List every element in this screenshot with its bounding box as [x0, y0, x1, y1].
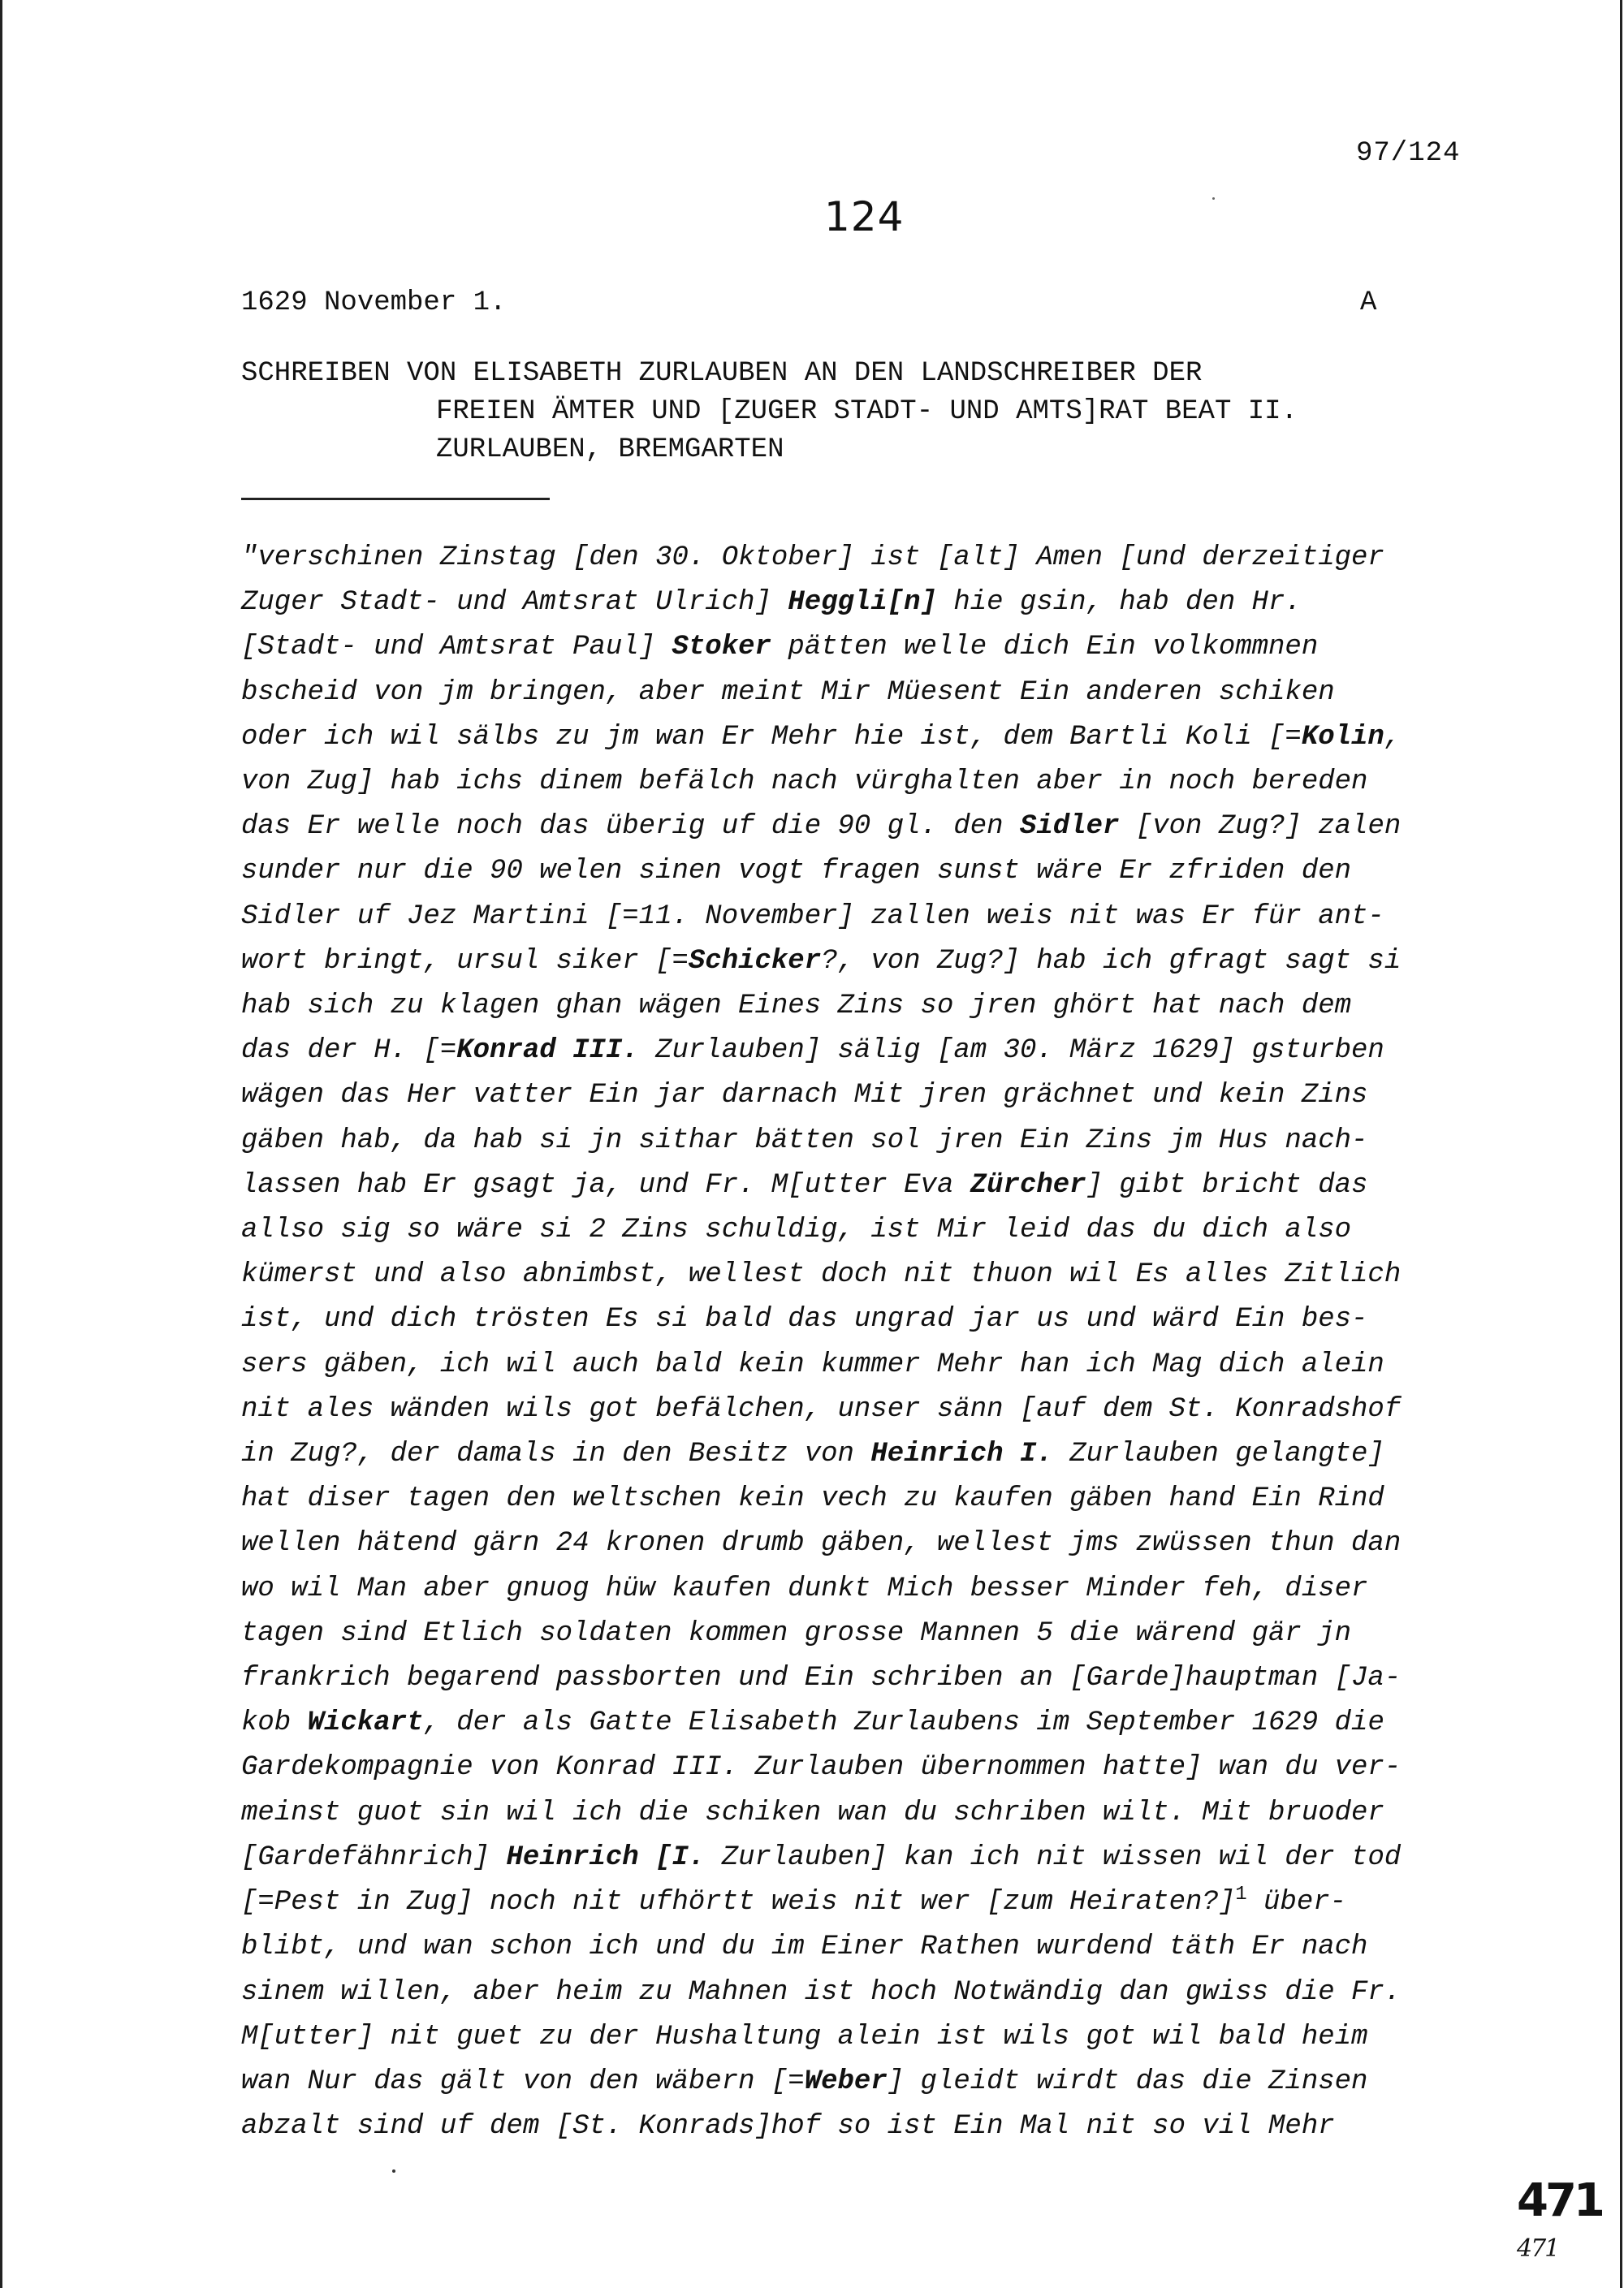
text-run: oder ich wil sälbs zu jm wan Er Mehr hie ist, dem Bartli Koli [=: [241, 721, 1302, 753]
text-run: gäben hab, da hab si jn sithar bätten sol jren Ein Zins jm Hus nach-: [241, 1125, 1368, 1156]
text-run: ] gibt bricht das: [1086, 1169, 1368, 1201]
text-line: [241, 671, 1500, 715]
text-line: [241, 1567, 1500, 1612]
text-run: wo wil Man aber gnuog hüw kaufen dunkt Mich besser Minder feh, diser: [241, 1573, 1368, 1604]
text-run: kümerst und also abnimbst, wellest doch nit thuon wil Es alles Zitlich: [241, 1259, 1402, 1291]
person-name: Heinrich [I.: [506, 1841, 706, 1873]
text-run: Gardekompagnie von Konrad III. Zurlauben übernommen hatte] wan du ver-: [241, 1752, 1402, 1784]
text-line: [241, 1656, 1500, 1701]
person-name: Zürcher: [970, 1169, 1086, 1201]
text-line: [241, 1208, 1500, 1253]
text-line: [241, 1297, 1500, 1342]
text-line: [241, 1477, 1500, 1522]
scan-speck: [1212, 197, 1215, 200]
text-line: [241, 1388, 1500, 1432]
person-name: Kolin: [1301, 721, 1384, 753]
text-line: [241, 1971, 1500, 2015]
heading-divider: [241, 498, 550, 500]
text-run: ,: [1384, 721, 1402, 753]
text-line: [241, 939, 1500, 984]
text-run: sinem willen, aber heim zu Mahnen ist hoch Notwändig dan gwiss die Fr.: [241, 1976, 1402, 2008]
heading-line: SCHREIBEN VON ELISABETH ZURLAUBEN AN DEN LANDSCHREIBER DER: [241, 358, 1203, 389]
letter-date: 1629 November 1.: [241, 287, 507, 318]
text-line: [241, 2015, 1500, 2060]
footnote-marker: 1: [1235, 1884, 1247, 1906]
person-name: Stoker: [672, 632, 771, 663]
text-run: Zuger Stadt- und Amtsrat Ulrich]: [241, 587, 771, 619]
page-edge-right: [1620, 0, 1622, 2288]
text-line: [241, 1791, 1500, 1836]
heading-line: FREIEN ÄMTER UND [ZUGER STADT- UND AMTS]RAT BEAT II.: [436, 396, 1298, 427]
letter-marker: A: [1360, 287, 1377, 318]
text-line: [241, 805, 1500, 849]
text-line: [241, 1925, 1500, 1970]
person-name: Heinrich I.: [870, 1439, 1053, 1470]
text-run: Sidler uf Jez Martini [=11. November] zallen weis nit was Er für ant-: [241, 900, 1384, 932]
text-run: [Stadt- und Amtsrat Paul]: [241, 632, 656, 663]
text-run: wan Nur das gält von den wäbern [=: [241, 2066, 805, 2097]
text-line: [241, 536, 1500, 581]
text-run: ist, und dich trösten Es si bald das ungrad jar us und wärd Ein bes-: [241, 1304, 1368, 1336]
text-line: [241, 1163, 1500, 1208]
page-edge-left: [0, 0, 2, 2288]
text-line: [241, 1073, 1500, 1118]
text-run: Zurlauben] sälig [am 30. März 1629] gsturben: [655, 1035, 1384, 1067]
text-line: [241, 1432, 1500, 1477]
text-run: wägen das Her vatter Ein jar darnach Mit jren grächnet und kein Zins: [241, 1080, 1368, 1112]
text-line: [241, 1612, 1500, 1656]
text-run: das der H. [=: [241, 1035, 457, 1067]
text-line: [241, 1701, 1500, 1746]
text-run: allso sig so wäre si 2 Zins schuldig, ist Mir leid das du dich also: [241, 1215, 1352, 1246]
text-line: [241, 715, 1500, 760]
text-run: abzalt sind uf dem [St. Konrads]hof so ist Ein Mal nit so vil Mehr: [241, 2111, 1335, 2143]
text-line: [241, 1880, 1500, 1925]
person-name: Sidler: [1019, 811, 1120, 843]
text-line: [241, 760, 1500, 805]
text-run: kob: [241, 1707, 292, 1739]
text-run: pätten welle dich Ein volkommnen: [788, 632, 1319, 663]
text-run: "verschinen Zinstag [den 30. Oktober] ist [alt] Amen [und derzeitiger: [241, 542, 1384, 573]
text-run: wort bringt, ursul siker [=: [241, 945, 689, 977]
text-run: in Zug?, der damals in den Besitz von: [241, 1439, 854, 1470]
text-run: sunder nur die 90 welen sinen vogt fragen sunst wäre Er zfriden den: [241, 856, 1352, 887]
text-line: [241, 849, 1500, 894]
person-name: Konrad III.: [456, 1035, 639, 1067]
text-run: hab sich zu klagen ghan wägen Eines Zins so jren ghört hat nach dem: [241, 991, 1352, 1022]
text-line: [241, 581, 1500, 625]
text-run: [von Zug?] zalen: [1135, 811, 1402, 843]
text-line: [241, 895, 1500, 939]
text-run: M[utter] nit guet zu der Hushaltung alein ist wils got wil bald heim: [241, 2021, 1368, 2053]
heading-line: ZURLAUBEN, BREMGARTEN: [436, 434, 784, 465]
page-number: 124: [824, 193, 905, 240]
text-line: [241, 1119, 1500, 1163]
text-line: [241, 1029, 1500, 1073]
text-run: frankrich begarend passborten und Ein schriben an [Garde]hauptman [Ja-: [241, 1663, 1402, 1694]
text-line: [241, 1522, 1500, 1566]
document-reference: 97/124: [1356, 138, 1461, 169]
text-run: hat diser tagen den weltschen kein vech zu kaufen gäben hand Ein Rind: [241, 1483, 1384, 1515]
person-name: Schicker: [688, 945, 822, 977]
text-run: bscheid von jm bringen, aber meint Mir Müesent Ein anderen schiken: [241, 676, 1335, 708]
text-run: das Er welle noch das überig uf die 90 gl. den: [241, 811, 1004, 843]
text-line: [241, 625, 1500, 670]
person-name: Heggli[n]: [788, 587, 937, 619]
scan-speck: [392, 2169, 395, 2173]
text-run: über-: [1263, 1887, 1347, 1919]
text-run: lassen hab Er gsagt ja, und Fr. M[utter Eva: [241, 1169, 954, 1201]
text-run: nit ales wänden wils got befälchen, unser sänn [auf dem St. Konradshof: [241, 1393, 1402, 1425]
text-run: [=Pest in Zug] noch nit ufhörtt weis nit wer [zum Heiraten?]: [241, 1887, 1236, 1919]
document-heading: [241, 355, 1475, 469]
text-line: [241, 1343, 1500, 1388]
handwritten-folio: 471: [1517, 2234, 1559, 2263]
text-run: [Gardefähnrich]: [241, 1841, 490, 1873]
text-run: , der als Gatte Elisabeth Zurlaubens im September 1629 die: [423, 1707, 1384, 1739]
person-name: Weber: [804, 2066, 888, 2097]
text-run: blibt, und wan schon ich und du im Einer Rathen wurdend täth Er nach: [241, 1932, 1368, 1963]
text-run: sers gäben, ich wil auch bald kein kummer Mehr han ich Mag dich alein: [241, 1349, 1384, 1380]
text-line: [241, 2105, 1500, 2149]
text-line: [241, 1253, 1500, 1297]
archive-stamp: 471: [1517, 2174, 1602, 2227]
text-run: von Zug] hab ichs dinem befälch nach vürghalten aber in noch bereden: [241, 766, 1368, 798]
text-line: [241, 984, 1500, 1029]
text-run: Zurlauben] kan ich nit wissen wil der tod: [721, 1841, 1402, 1873]
text-run: tagen sind Etlich soldaten kommen grosse Mannen 5 die wärend gär jn: [241, 1617, 1352, 1649]
letter-text: [241, 536, 1500, 2149]
text-run: meinst guot sin wil ich die schiken wan du schriben wilt. Mit bruoder: [241, 1797, 1384, 1828]
text-line: [241, 1746, 1500, 1790]
text-run: ?, von Zug?] hab ich gfragt sagt si: [821, 945, 1402, 977]
person-name: Wickart: [307, 1707, 424, 1739]
text-run: Zurlauben gelangte]: [1069, 1439, 1384, 1470]
text-run: ] gleidt wirdt das die Zinsen: [887, 2066, 1368, 2097]
text-run: hie gsin, hab den Hr.: [953, 587, 1302, 619]
text-line: [241, 2060, 1500, 2105]
text-run: wellen hätend gärn 24 kronen drumb gäben, wellest jms zwüssen thun dan: [241, 1528, 1402, 1560]
text-line: [241, 1836, 1500, 1880]
